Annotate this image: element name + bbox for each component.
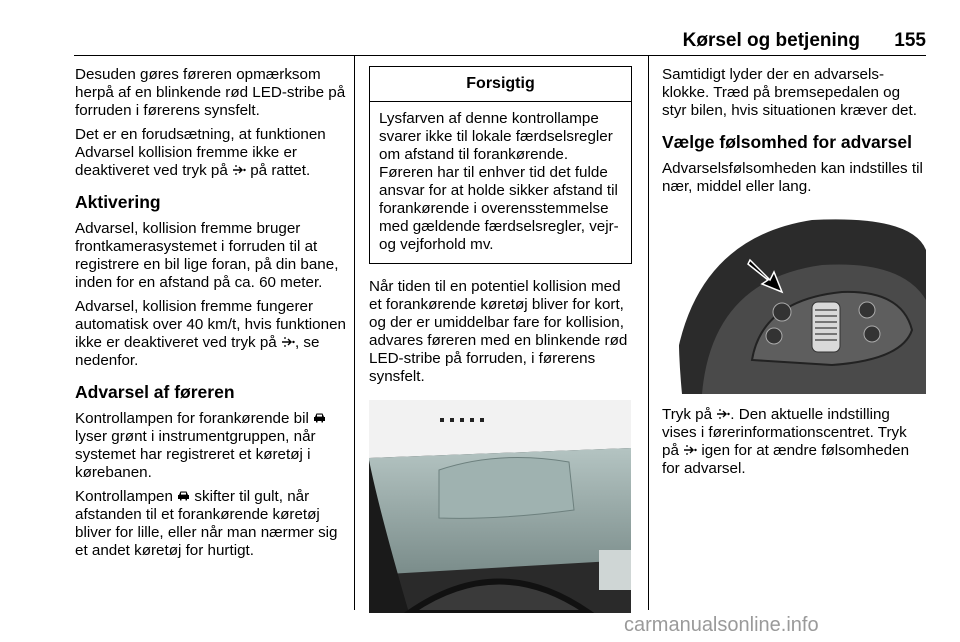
following-distance-icon	[281, 334, 295, 352]
paragraph: Det er en forudsætning, at funktionen Advarsel kollision fremme ikke er deaktiveret ved tryk på på rattet.	[75, 126, 326, 179]
following-distance-icon	[683, 442, 697, 460]
caution-box	[369, 66, 632, 264]
windshield-led-illustration	[369, 400, 631, 613]
paragraph: Advarselsfølsomheden kan indstilles til nær, middel eller lang.	[662, 160, 923, 195]
caution-title: Forsigtig	[370, 67, 631, 102]
section-heading: Advarsel af føreren	[75, 382, 235, 402]
paragraph: Desuden gøres føreren opmærksom herpå af en blinkende rød LED-stribe på forruden i førerens synsfelt.	[75, 66, 346, 119]
following-distance-icon	[716, 406, 730, 424]
paragraph: Advarsel, kollision fremme fungerer automatisk over 40 km/t, hvis funktionen ikke er deaktiveret ved tryk på , se nedenfor.	[75, 298, 346, 369]
column-1	[75, 66, 347, 566]
page-title: Kørsel og betjening	[682, 30, 860, 51]
page-number: 155	[894, 30, 926, 51]
following-distance-icon	[232, 162, 246, 180]
paragraph: Samtidigt lyder der en advarselsklokke. Træd på bremsepedalen og styr bilen, hvis situationen kræver det.	[662, 66, 917, 119]
paragraph: Kontrollampen for forankørende bil lyser grønt i instrumentgruppen, når systemet har registreret et køretøj i kørebanen.	[75, 410, 347, 482]
caution-body: Lysfarven af denne kontrollampe svarer ikke til lokale færdselsregler om afstand til forankørende. Føreren har til enhver tid det fulde ansvar for at holde sikker afstand til forankørende i overensstemmelse med gældende færdselsregler, vejr- og vejforhold mv.	[379, 110, 619, 253]
paragraph: Tryk på . Den aktuelle indstilling vises i førerinformationscentret. Tryk på igen for at ændre følsomheden for advarsel.	[662, 406, 910, 477]
section-heading: Vælge følsomhed for advarsel	[662, 132, 912, 152]
page-header	[670, 30, 926, 54]
watermark: carmanualsonline.info	[624, 614, 819, 636]
vehicle-ahead-icon	[313, 410, 326, 428]
paragraph: Kontrollampen skifter til gult, når afstanden til et forankørende køretøj bliver for lille, eller når man nærmer sig et andet køretøj for hurtigt.	[75, 488, 338, 559]
steering-wheel-illustration	[662, 210, 926, 394]
column-divider-1	[354, 56, 355, 610]
column-3	[662, 66, 926, 484]
paragraph: Når tiden til en potentiel kollision med et forankørende køretøj bliver for kort, og der er umiddelbar fare for kollision, advares føreren med en blinkende rød LED-stribe på forruden, i førerens synsfelt.	[369, 278, 628, 385]
header-rule	[74, 55, 926, 56]
section-heading: Aktivering	[75, 192, 161, 212]
paragraph: Advarsel, kollision fremme bruger frontkamerasystemet i forruden til at registrere en bil lige foran, på din bane, inden for en afstand på ca. 60 meter.	[75, 220, 339, 291]
column-divider-2	[648, 56, 649, 610]
column-2	[369, 66, 632, 613]
vehicle-ahead-icon	[177, 488, 190, 506]
